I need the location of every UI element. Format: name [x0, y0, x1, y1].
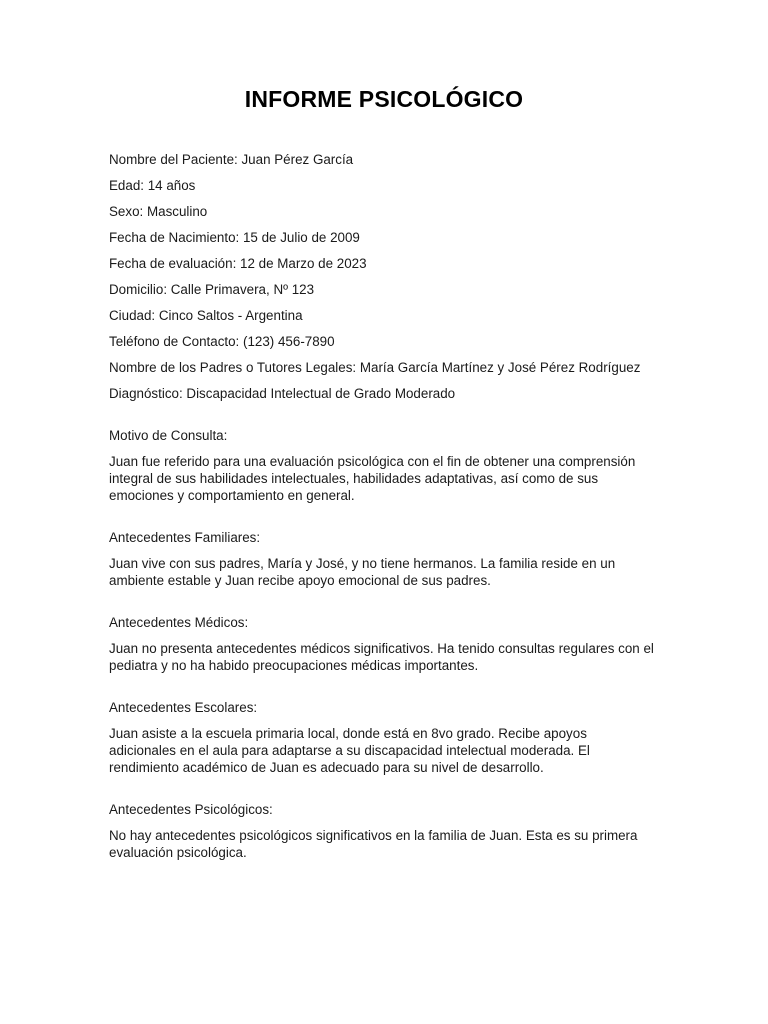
document-body — [109, 151, 654, 861]
section-heading: Antecedentes Familiares: — [109, 530, 261, 545]
section-heading: Antecedentes Médicos: — [109, 615, 249, 630]
section-text: Juan asiste a la escuela primaria local, donde está en 8vo grado. Recibe apoyos adicionales en el aula para adaptarse a su discapacidad intelectual moderada. El rendimiento académico de Juan es adecuado para su nivel de desarrollo. — [109, 726, 590, 775]
field-birth-date: Fecha de Nacimiento: 15 de Julio de 2009 — [109, 230, 360, 245]
section-text: No hay antecedentes psicológicos significativos en la familia de Juan. Esta es su primera evaluación psicológica. — [109, 828, 638, 860]
field-phone: Teléfono de Contacto: (123) 456-7890 — [109, 334, 335, 349]
section-medical-history — [109, 614, 654, 674]
section-heading: Antecedentes Psicológicos: — [109, 802, 273, 817]
field-evaluation-date: Fecha de evaluación: 12 de Marzo de 2023 — [109, 256, 367, 271]
section-heading: Motivo de Consulta: — [109, 428, 228, 443]
section-psychological-history — [109, 801, 654, 861]
section-school-history — [109, 699, 654, 776]
field-address: Domicilio: Calle Primavera, Nº 123 — [109, 282, 315, 297]
field-city: Ciudad: Cinco Saltos - Argentina — [109, 308, 303, 323]
section-family-history — [109, 529, 654, 589]
field-sex: Sexo: Masculino — [109, 204, 208, 219]
field-parents: Nombre de los Padres o Tutores Legales: María García Martínez y José Pérez Rodríguez — [109, 360, 641, 375]
field-diagnosis: Diagnóstico: Discapacidad Intelectual de Grado Moderado — [109, 386, 456, 401]
section-heading: Antecedentes Escolares: — [109, 700, 258, 715]
section-text: Juan no presenta antecedentes médicos significativos. Ha tenido consultas regulares con el pediatra y no ha habido preocupaciones médicas importantes. — [109, 641, 654, 673]
field-patient-name: Nombre del Paciente: Juan Pérez García — [109, 152, 354, 167]
section-text: Juan vive con sus padres, María y José, y no tiene hermanos. La familia reside en un ambiente estable y Juan recibe apoyo emocional de sus padres. — [109, 556, 616, 588]
section-text: Juan fue referido para una evaluación psicológica con el fin de obtener una comprensión integral de sus habilidades intelectuales, habilidades adaptativas, así como de sus emociones y comportamiento en general. — [109, 454, 636, 503]
patient-info-block — [109, 151, 654, 402]
field-age: Edad: 14 años — [109, 178, 196, 193]
section-consultation-reason — [109, 427, 654, 504]
document-title: INFORME PSICOLÓGICO — [244, 86, 524, 112]
